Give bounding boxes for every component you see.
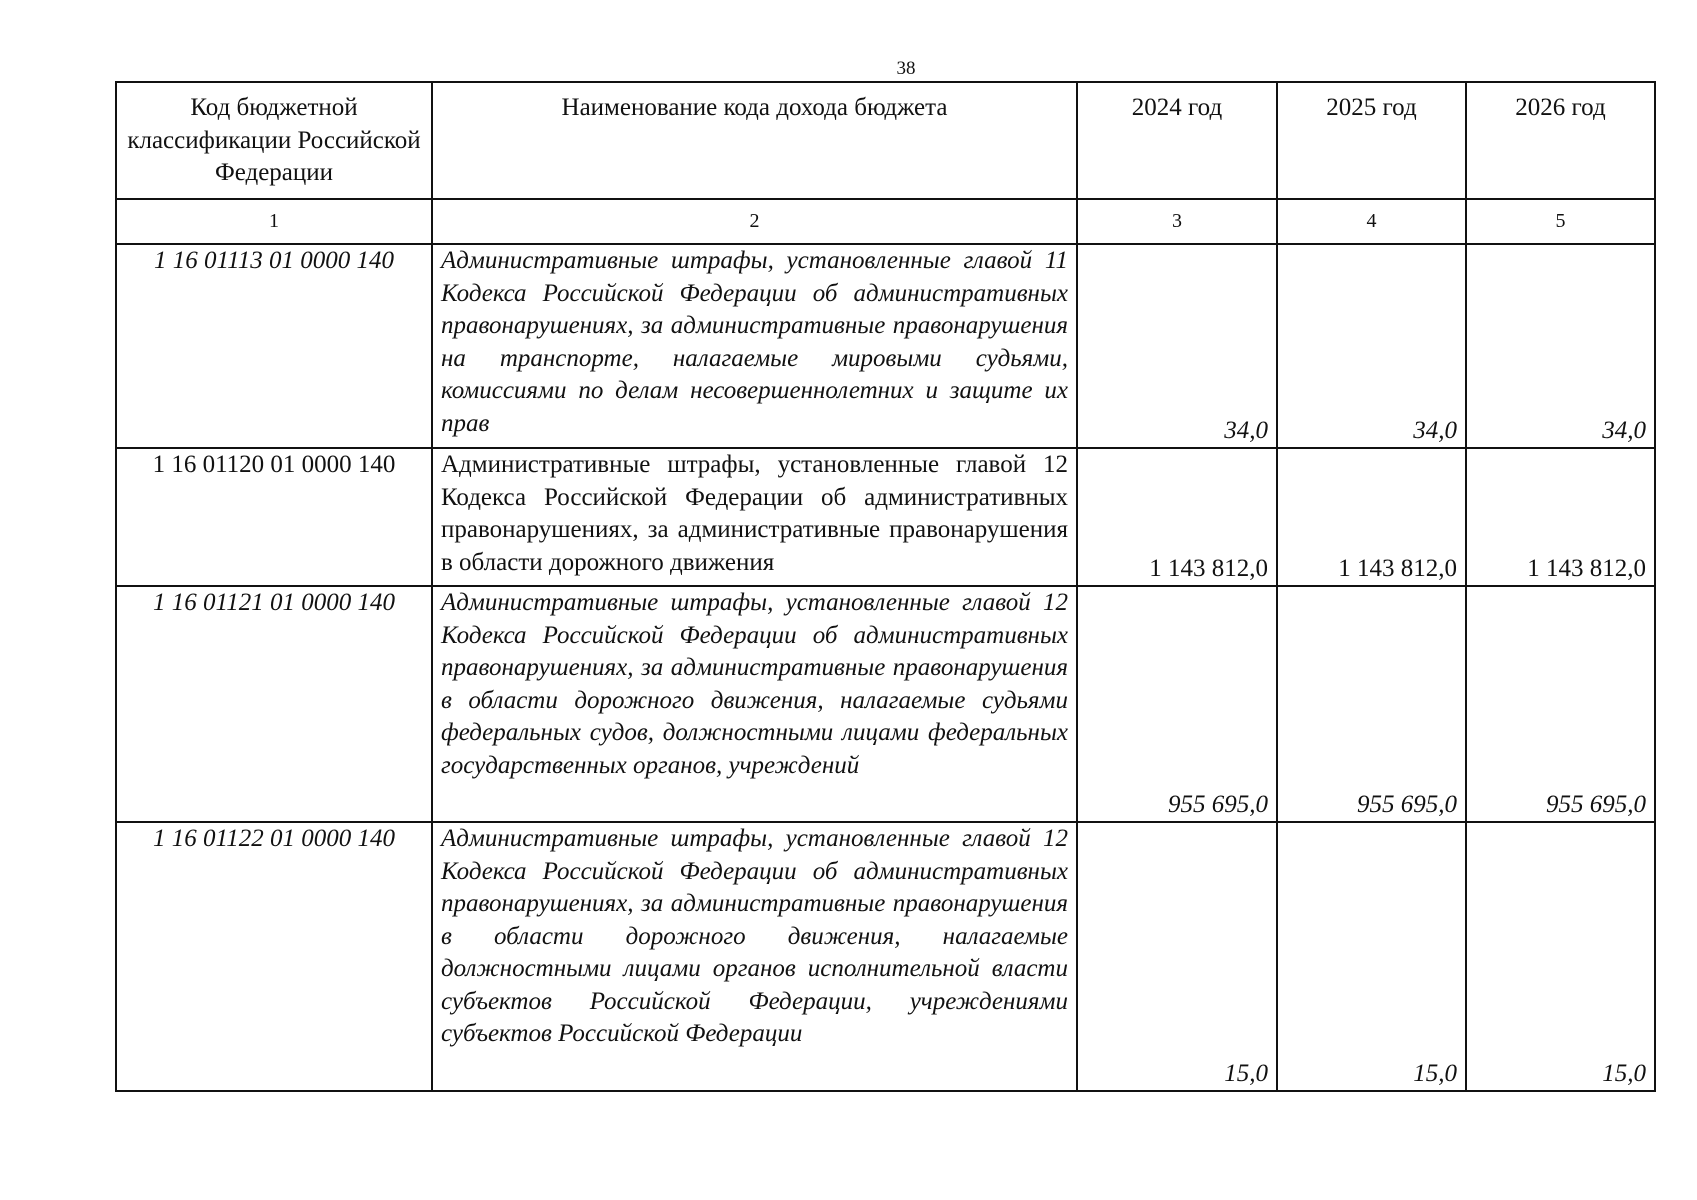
value-2026-cell: 34,0 bbox=[1466, 244, 1655, 448]
table-row bbox=[116, 244, 1655, 448]
value-2024-cell: 1 143 812,0 bbox=[1077, 448, 1277, 586]
table-row bbox=[116, 586, 1655, 822]
value-2026-cell: 955 695,0 bbox=[1466, 586, 1655, 822]
header-year-2026: 2026 год bbox=[1466, 82, 1655, 199]
column-number: 1 bbox=[116, 199, 432, 244]
table-row bbox=[116, 448, 1655, 586]
header-year-2025: 2025 год bbox=[1277, 82, 1466, 199]
column-number: 4 bbox=[1277, 199, 1466, 244]
value-2024-cell: 15,0 bbox=[1077, 822, 1277, 1091]
budget-revenue-table bbox=[115, 81, 1656, 1092]
budget-code-cell: 1 16 01120 01 0000 140 bbox=[116, 448, 432, 586]
header-year-2024: 2024 год bbox=[1077, 82, 1277, 199]
column-number-row bbox=[116, 199, 1655, 244]
budget-code-cell: 1 16 01122 01 0000 140 bbox=[116, 822, 432, 1091]
column-number: 2 bbox=[432, 199, 1077, 244]
table-header-row bbox=[116, 82, 1655, 199]
header-budget-code: Код бюджетной классификации Российской Федерации bbox=[116, 82, 432, 199]
table-row bbox=[116, 822, 1655, 1091]
column-number: 5 bbox=[1466, 199, 1655, 244]
revenue-name-cell: Административные штрафы, установленные главой 12 Кодекса Российской Федерации об административных правонарушениях, за административные правонарушения в области дорожного движения, налагаемые судьями федеральных судов, должностными лицами федеральных государственных органов, учреждений bbox=[432, 586, 1077, 822]
header-revenue-name: Наименование кода дохода бюджета bbox=[432, 82, 1077, 199]
value-2025-cell: 955 695,0 bbox=[1277, 586, 1466, 822]
value-2024-cell: 34,0 bbox=[1077, 244, 1277, 448]
value-2025-cell: 34,0 bbox=[1277, 244, 1466, 448]
page-number: 38 bbox=[896, 58, 916, 79]
value-2024-cell: 955 695,0 bbox=[1077, 586, 1277, 822]
budget-code-cell: 1 16 01113 01 0000 140 bbox=[116, 244, 432, 448]
value-2026-cell: 15,0 bbox=[1466, 822, 1655, 1091]
column-number: 3 bbox=[1077, 199, 1277, 244]
value-2026-cell: 1 143 812,0 bbox=[1466, 448, 1655, 586]
value-2025-cell: 1 143 812,0 bbox=[1277, 448, 1466, 586]
revenue-name-cell: Административные штрафы, установленные главой 12 Кодекса Российской Федерации об административных правонарушениях, за административные правонарушения в области дорожного движения bbox=[432, 448, 1077, 586]
revenue-name-cell: Административные штрафы, установленные главой 12 Кодекса Российской Федерации об административных правонарушениях, за административные правонарушения в области дорожного движения, налагаемые должностными лицами органов исполнительной власти субъектов Российской Федерации, учреждениями субъектов Российской Федерации bbox=[432, 822, 1077, 1091]
revenue-name-cell: Административные штрафы, установленные главой 11 Кодекса Российской Федерации об административных правонарушениях, за административные правонарушения на транспорте, налагаемые мировыми судьями, комиссиями по делам несовершеннолетних и защите их прав bbox=[432, 244, 1077, 448]
value-2025-cell: 15,0 bbox=[1277, 822, 1466, 1091]
budget-code-cell: 1 16 01121 01 0000 140 bbox=[116, 586, 432, 822]
